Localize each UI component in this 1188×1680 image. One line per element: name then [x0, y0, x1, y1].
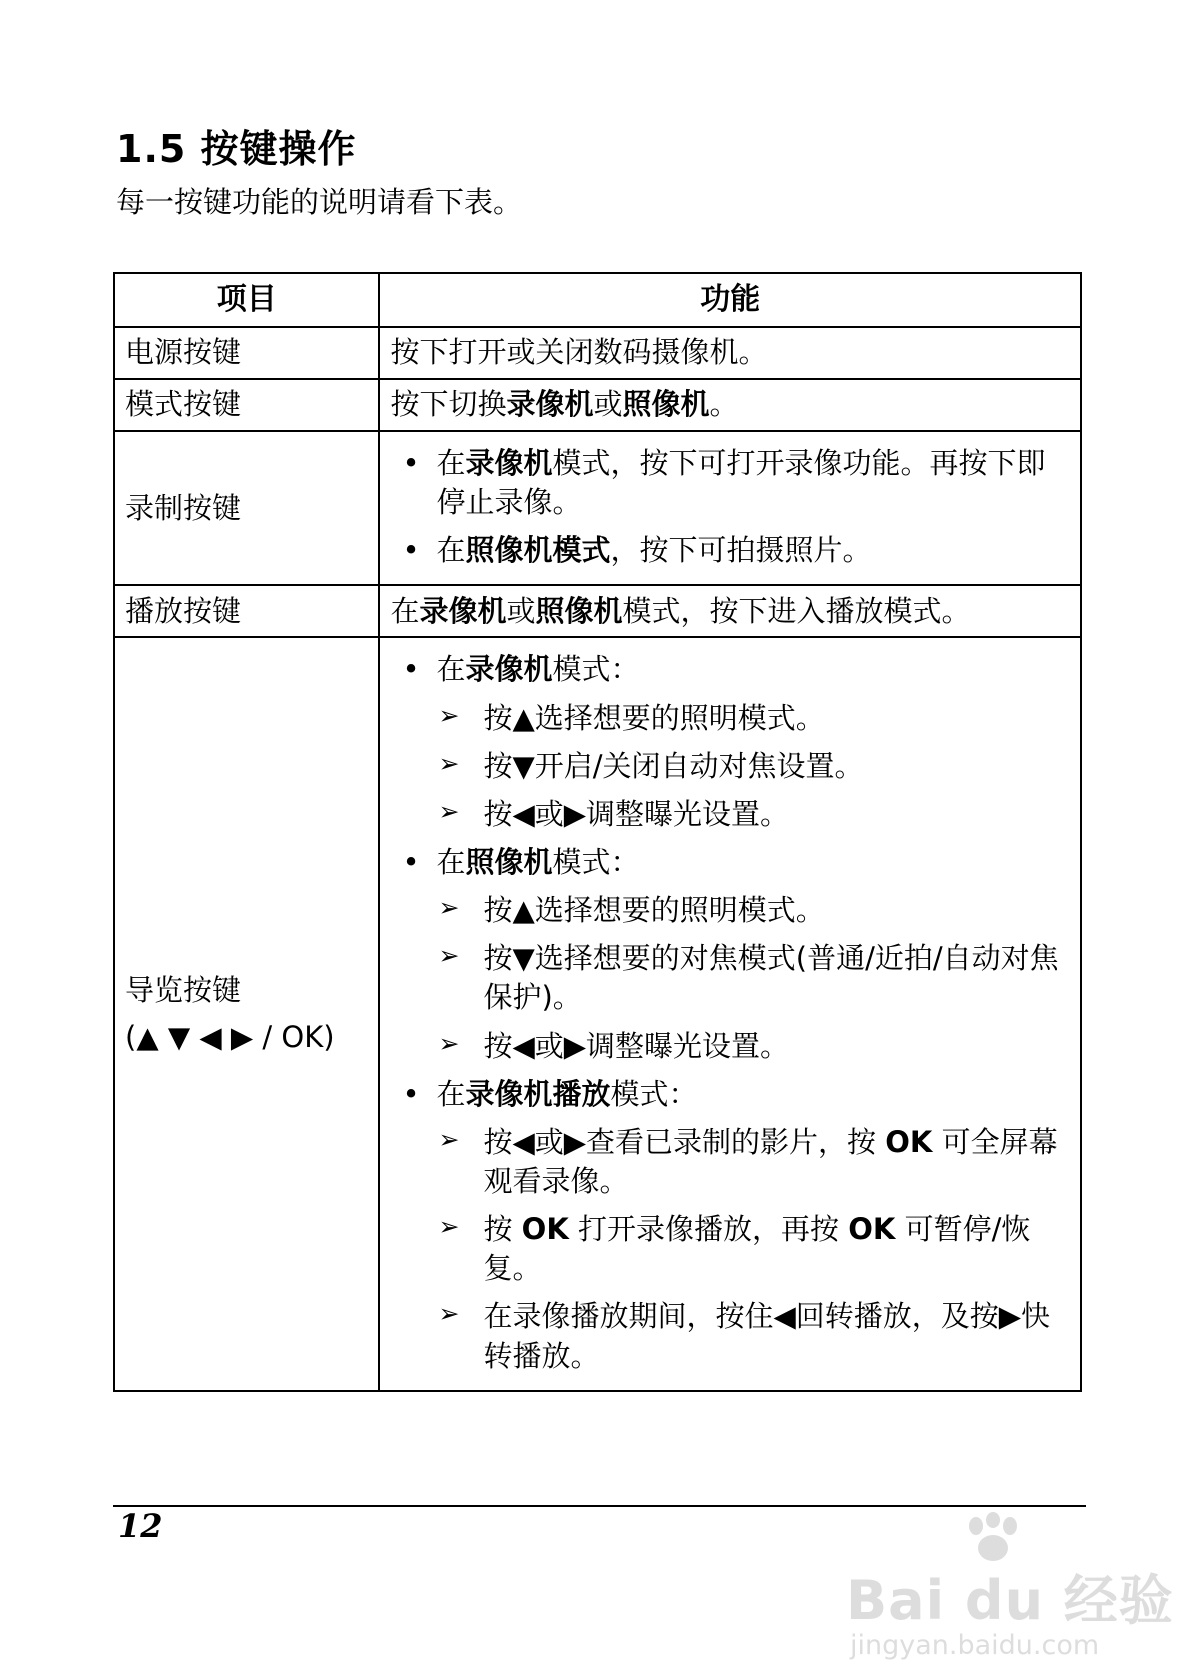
sub-item: ➢ 按◀或▶调整曝光设置。 [390, 795, 1066, 834]
power-button-function: 按下打开或关闭数码摄像机。 [379, 327, 1081, 379]
watermark [846, 1512, 1174, 1672]
watermark-brand: Bai du 经验 [846, 1569, 1174, 1632]
footer-rule [113, 1505, 1086, 1507]
navigation-button-name: 导览按键 [125, 972, 242, 1007]
intro-text: 每一按键功能的说明请看下表。 [116, 185, 523, 219]
sub-item: ➢ 按◀或▶查看已录制的影片，按 OK 可全屏幕观看录像。 [390, 1123, 1066, 1201]
bullet-item: • 在照像机模式： [390, 843, 1066, 882]
mode-button-function: 按下切换录像机或照像机。 [379, 379, 1081, 431]
navigation-button-label [114, 637, 379, 1390]
column-header-function: 功能 [379, 273, 1081, 327]
table-row-record [114, 431, 1081, 585]
navigation-button-function [379, 637, 1081, 1390]
table-header-row [114, 273, 1081, 327]
button-function-table [113, 272, 1082, 1392]
record-button-function [379, 431, 1081, 585]
column-header-item: 项目 [114, 273, 379, 327]
watermark-url: jingyan.baidu.com [850, 1630, 1100, 1661]
table-row-mode [114, 379, 1081, 431]
sub-item: ➢ 按 OK 打开录像播放，再按 OK 可暂停/恢复。 [390, 1210, 1066, 1288]
power-button-label: 电源按键 [114, 327, 379, 379]
playback-button-label: 播放按键 [114, 585, 379, 637]
sub-item: ➢ 按▲选择想要的照明模式。 [390, 891, 1066, 930]
mode-button-label: 模式按键 [114, 379, 379, 431]
bullet-item: • 在录像机模式： [390, 650, 1066, 689]
sub-item: ➢ 按▲选择想要的照明模式。 [390, 699, 1066, 738]
paw-icon [958, 1512, 1028, 1564]
bullet-item: • 在照像机模式，按下可拍摄照片。 [390, 531, 1066, 570]
bullet-item: • 在录像机播放模式： [390, 1075, 1066, 1114]
page-title: 1.5 按键操作 [116, 127, 357, 171]
page-number: 12 [118, 1507, 163, 1545]
sub-item: ➢ 按◀或▶调整曝光设置。 [390, 1027, 1066, 1066]
navigation-keys: (▲ ▼ ◀ ▶ / OK) [125, 1020, 335, 1055]
table-row-power [114, 327, 1081, 379]
record-button-label: 录制按键 [114, 431, 379, 585]
bullet-item: • 在录像机模式，按下可打开录像功能。再按下即停止录像。 [390, 444, 1066, 522]
playback-button-function: 在录像机或照像机模式，按下进入播放模式。 [379, 585, 1081, 637]
table-row-navigation [114, 637, 1081, 1390]
sub-item: ➢ 按▼开启/关闭自动对焦设置。 [390, 747, 1066, 786]
table-row-playback [114, 585, 1081, 637]
sub-item: ➢ 在录像播放期间，按住◀回转播放，及按▶快转播放。 [390, 1297, 1066, 1375]
sub-item: ➢ 按▼选择想要的对焦模式(普通/近拍/自动对焦保护)。 [390, 939, 1066, 1017]
